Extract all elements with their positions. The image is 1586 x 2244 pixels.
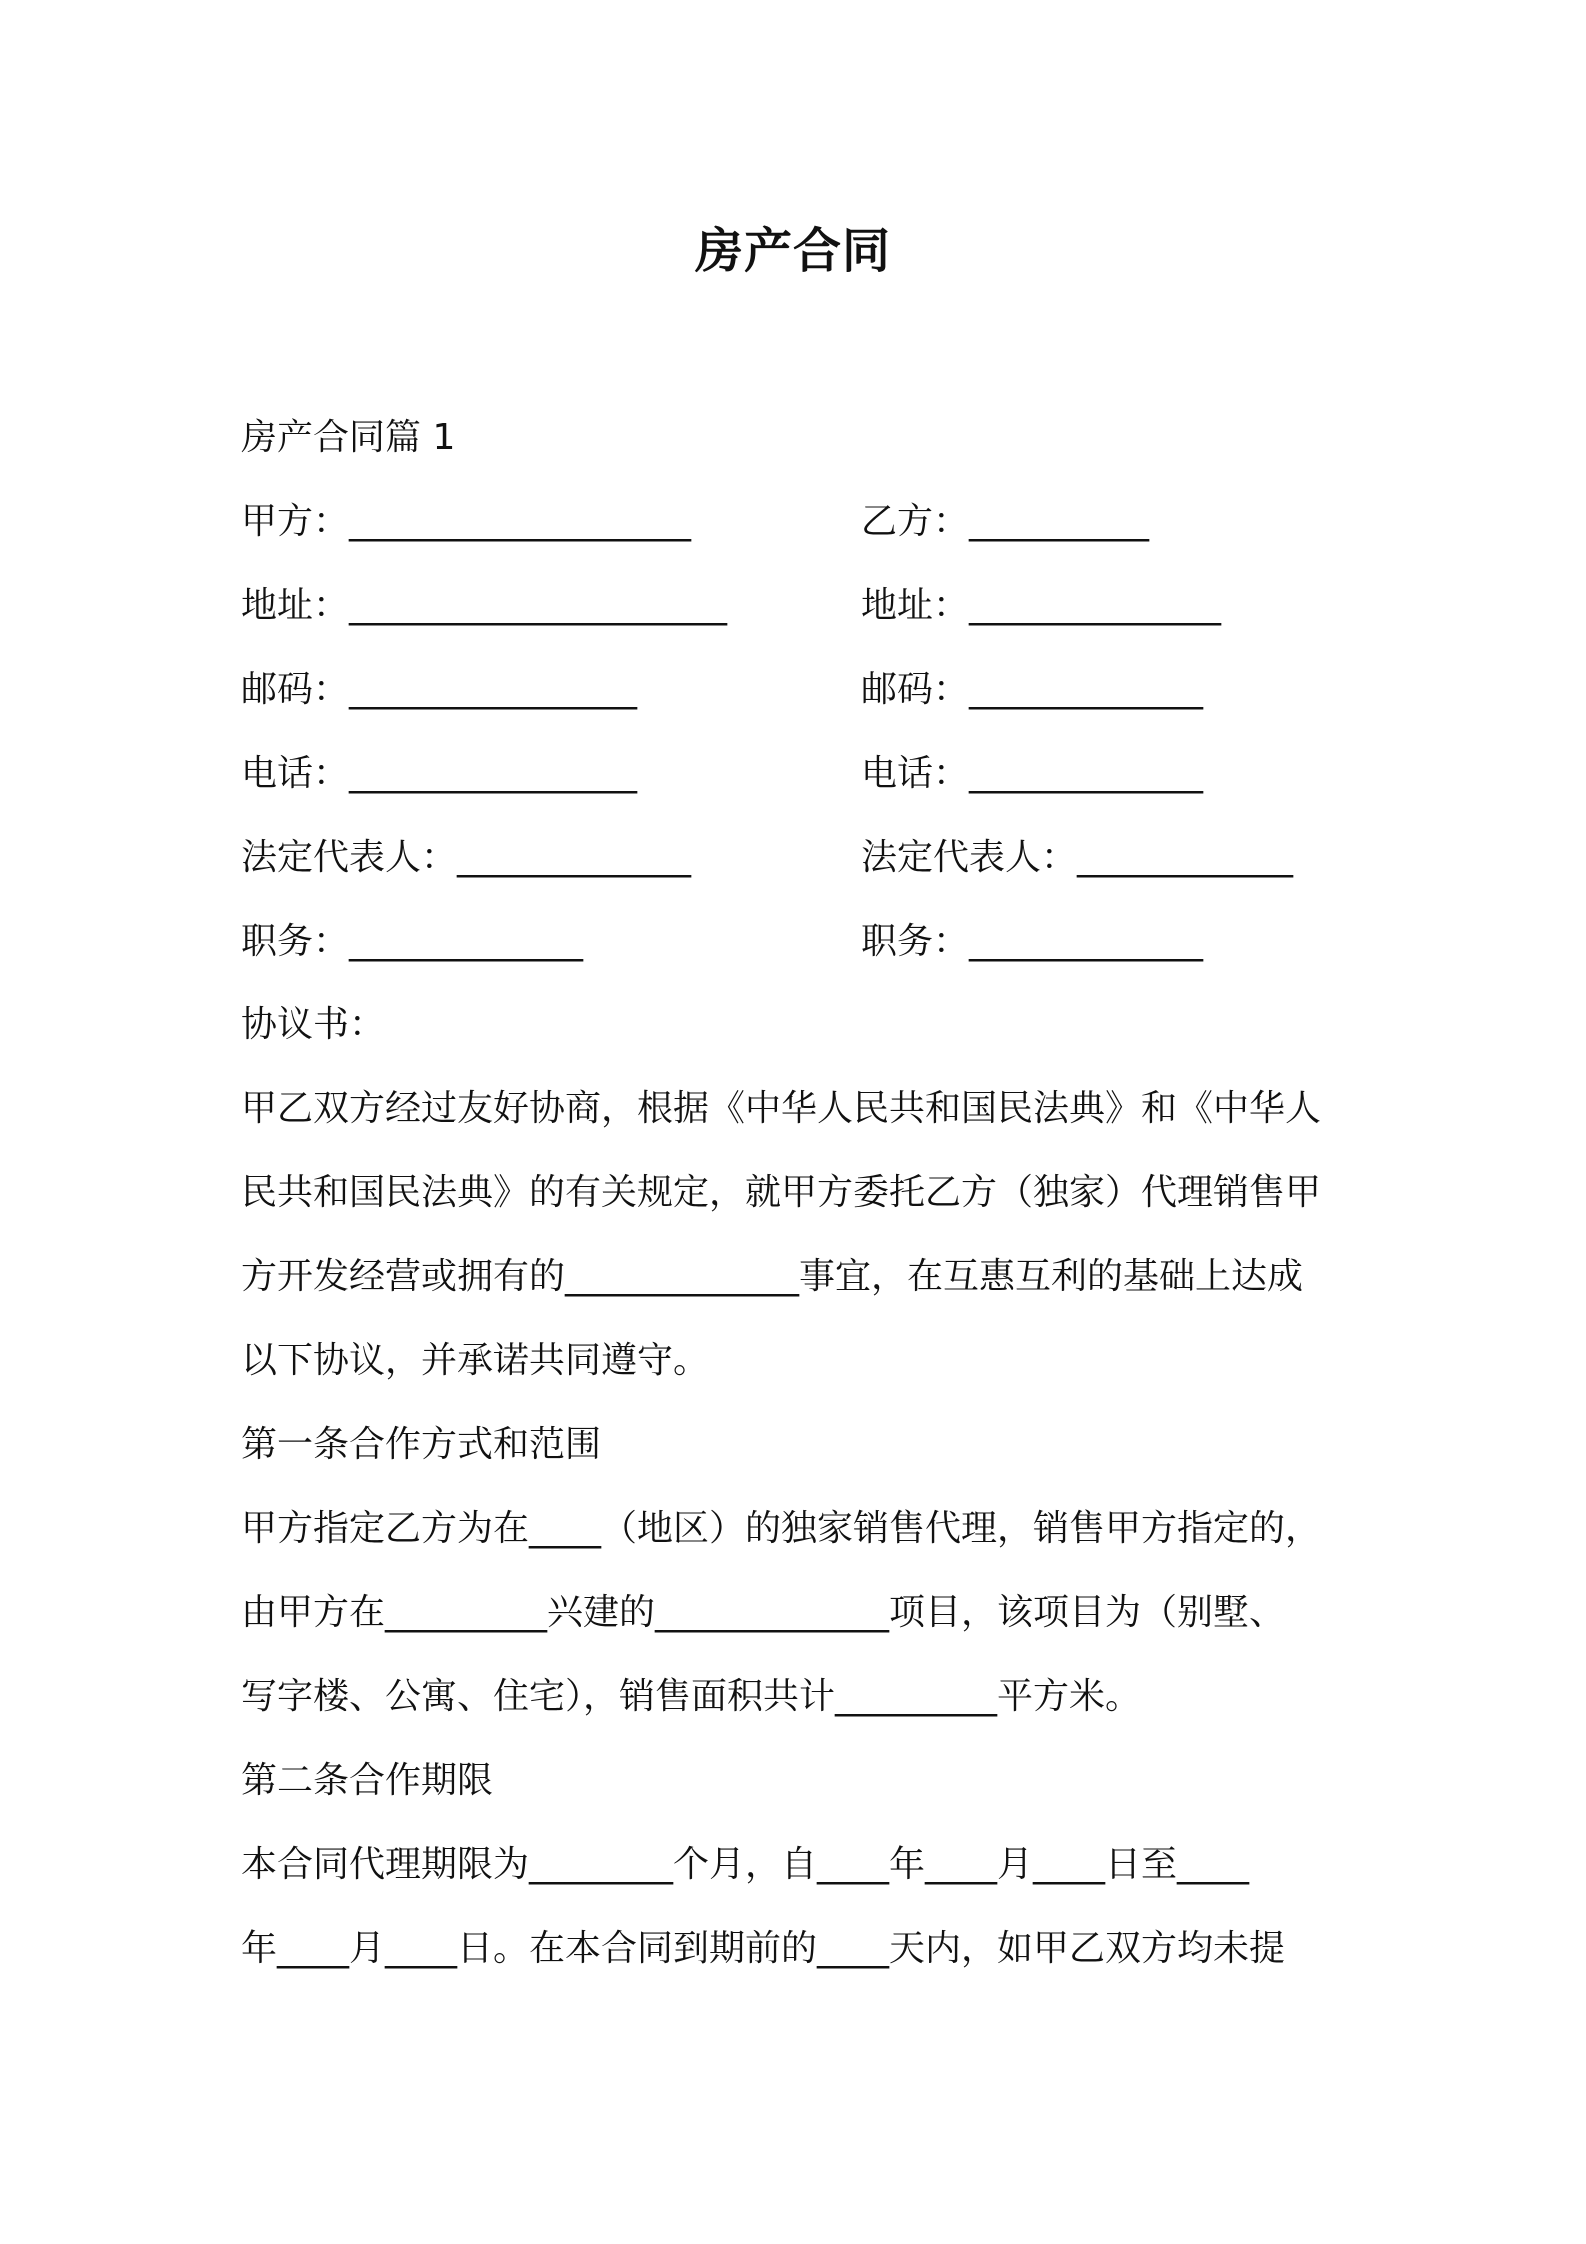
agreement-label: 协议书： [241,1004,386,1045]
paragraph-line: 以下协议，并承诺共同遵守。 [241,1340,710,1381]
party-row-phone [241,750,1361,798]
party-b-phone-field: 电话：_____________ [861,753,1204,794]
article-2-line: 本合同代理期限为________个月，自____年____月____日至____ [241,1844,1250,1885]
party-a-postcode-field: 邮码：________________ [241,669,638,710]
party-a-representative-field: 法定代表人：_____________ [241,837,692,878]
party-a-position-field: 职务：_____________ [241,921,584,962]
party-b-name-field: 乙方：__________ [861,501,1150,542]
party-b-address-field: 地址：______________ [861,585,1222,626]
paragraph-line: 方开发经营或拥有的_____________事宜，在互惠互利的基础上达成 [241,1256,1304,1297]
party-row-address [241,582,1361,630]
party-b-postcode-field: 邮码：_____________ [861,669,1204,710]
party-a-address-field: 地址：_____________________ [241,585,728,626]
article-1-line: 由甲方在_________兴建的_____________项目，该项目为（别墅、 [241,1592,1286,1633]
section-heading: 房产合同篇 1 [241,417,456,458]
article-2-line: 年____月____日。在本合同到期前的____天内，如甲乙双方均未提 [241,1928,1286,1969]
article-1-line: 甲方指定乙方为在____（地区）的独家销售代理，销售甲方指定的， [241,1508,1322,1549]
party-row-position [241,918,1361,966]
party-row-representative [241,834,1361,882]
party-a-name-field: 甲方：___________________ [241,501,692,542]
article-2-heading: 第二条合作期限 [241,1760,494,1801]
article-1-line: 写字楼、公寓、住宅），销售面积共计_________平方米。 [241,1676,1142,1717]
document-title: 房产合同 [694,223,891,279]
party-b-representative-field: 法定代表人：____________ [861,837,1294,878]
party-row-postcode [241,666,1361,714]
paragraph-line: 甲乙双方经过友好协商，根据《中华人民共和国民法典》和《中华人 [241,1088,1322,1129]
paragraph-line: 民共和国民法典》的有关规定，就甲方委托乙方（独家）代理销售甲 [241,1172,1322,1213]
article-1-heading: 第一条合作方式和范围 [241,1424,602,1465]
party-b-position-field: 职务：_____________ [861,921,1204,962]
party-a-phone-field: 电话：________________ [241,753,638,794]
party-row-party [241,498,1361,546]
